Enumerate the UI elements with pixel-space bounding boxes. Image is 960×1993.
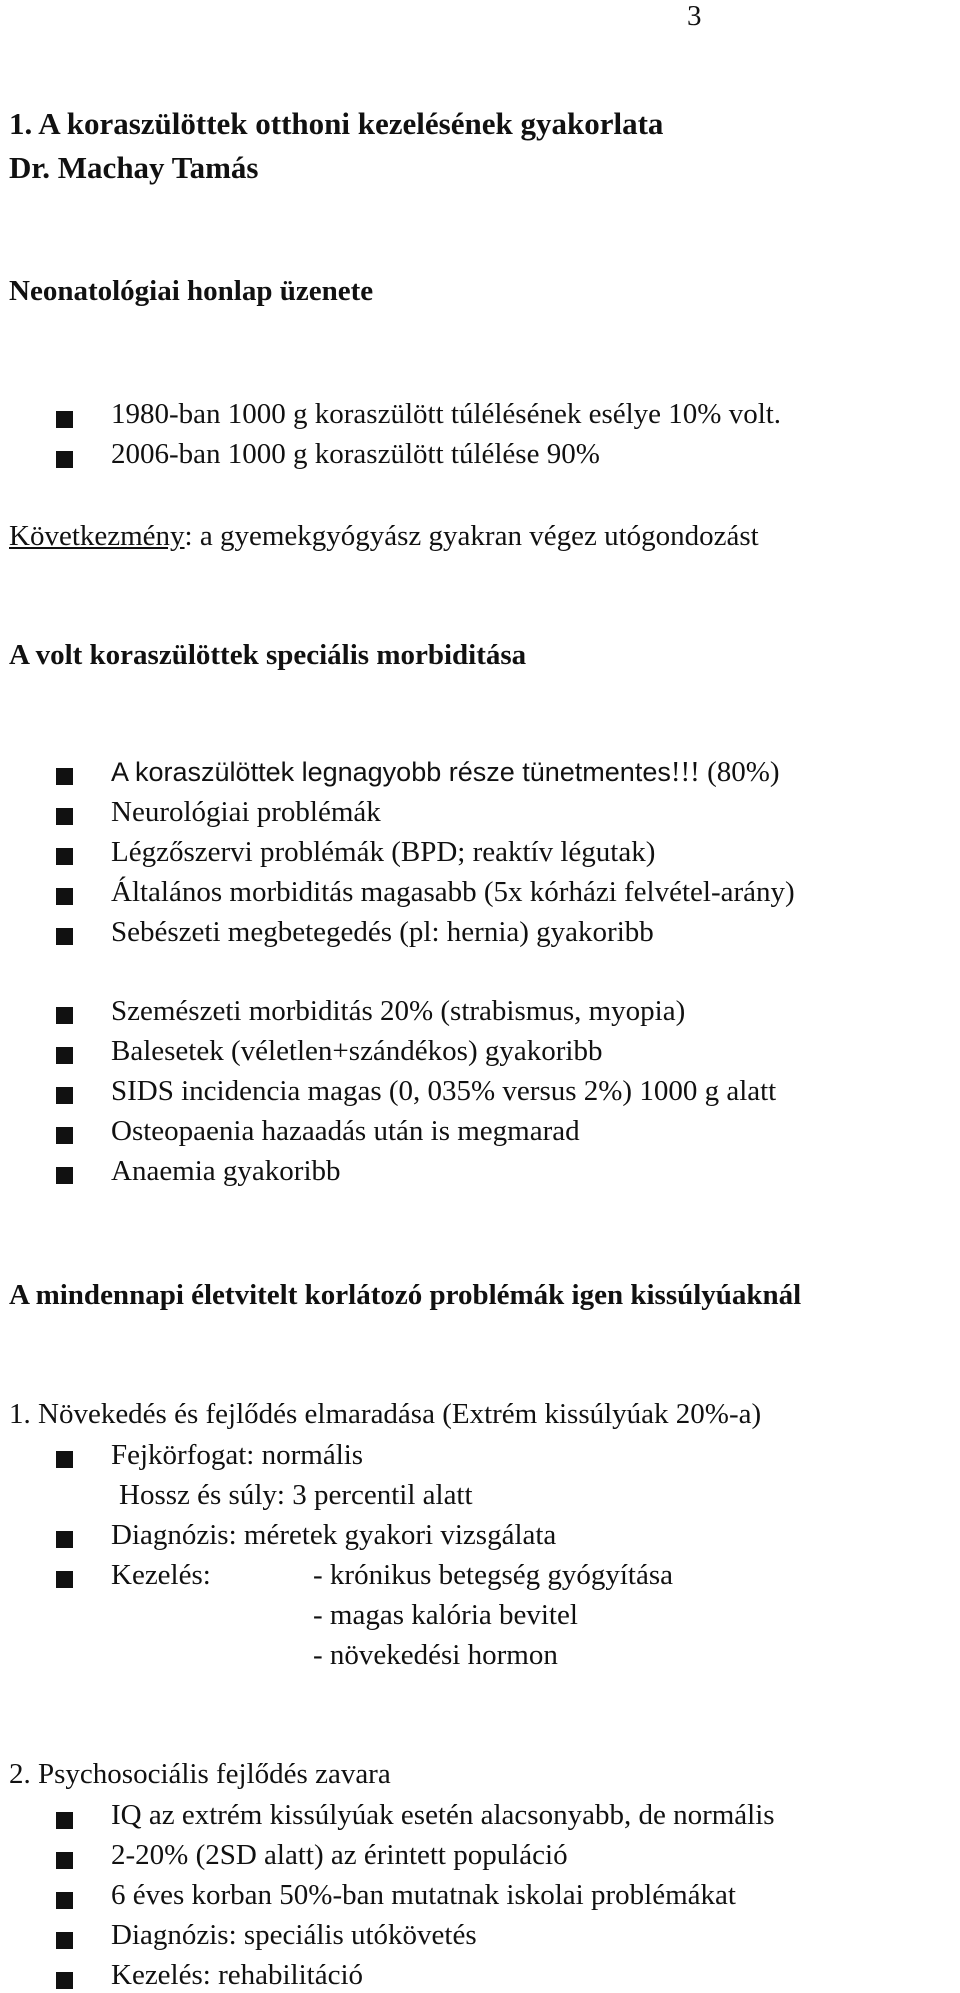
bullet-icon (56, 451, 73, 468)
treatment-line: - krónikus betegség gyógyítása (313, 1559, 674, 1591)
bullet-icon (56, 1892, 73, 1909)
bullet-icon (56, 1047, 73, 1064)
author: Dr. Machay Tamás (9, 150, 259, 185)
list-item (111, 756, 780, 789)
bullet-icon (56, 768, 73, 785)
list-item: Diagnózis: speciális utókövetés (111, 1919, 477, 1951)
bullet-icon (56, 1531, 73, 1548)
list-item: Neurológiai problémák (111, 796, 381, 828)
bullet-icon (56, 1852, 73, 1869)
list-item: Kezelés: rehabilitáció (111, 1959, 364, 1991)
list-item-tail: !!! (80%) (670, 756, 780, 788)
list-item: 2006-ban 1000 g koraszülött túlélése 90% (111, 438, 600, 470)
bullet-icon (56, 1812, 73, 1829)
page-number: 3 (687, 0, 702, 32)
bullet-icon (56, 1007, 73, 1024)
section-heading-growth: 1. Növekedés és fejlődés elmaradása (Extrém kissúlyúak 20%-a) (9, 1398, 762, 1430)
list-item: Anaemia gyakoribb (111, 1155, 341, 1187)
list-item: SIDS incidencia magas (0, 035% versus 2%) 1000 g alatt (111, 1075, 777, 1107)
bullet-icon (56, 1571, 73, 1588)
section-heading-neonatology: Neonatológiai honlap üzenete (9, 275, 374, 307)
list-item-sub: Hossz és súly: 3 percentil alatt (119, 1479, 473, 1511)
bullet-icon (56, 1087, 73, 1104)
list-item: Sebészeti megbetegedés (pl: hernia) gyakoribb (111, 916, 654, 948)
list-item: 6 éves korban 50%-ban mutatnak iskolai problémákat (111, 1879, 736, 1911)
bullet-icon (56, 1972, 73, 1989)
consequence-label: Következmény (9, 520, 185, 552)
list-item: Általános morbiditás magasabb (5x kórházi felvétel-arány) (111, 876, 795, 908)
list-item: Fejkörfogat: normális (111, 1439, 364, 1471)
bullet-icon (56, 928, 73, 945)
bullet-icon (56, 1167, 73, 1184)
list-item-sans-text: A koraszülöttek legnagyobb része tünetmentes (111, 757, 671, 787)
list-item: Osteopaenia hazaadás után is megmarad (111, 1115, 580, 1147)
treatment-line: - növekedési hormon (313, 1639, 558, 1671)
list-item: Szemészeti morbiditás 20% (strabismus, myopia) (111, 995, 686, 1027)
section-heading-daily-life: A mindennapi életvitelt korlátozó problémák igen kissúlyúaknál (9, 1279, 802, 1311)
bullet-icon (56, 1932, 73, 1949)
consequence-text: : a gyemekgyógyász gyakran végez utógondozást (184, 520, 759, 552)
list-item: 2-20% (2SD alatt) az érintett populáció (111, 1839, 568, 1871)
list-item: Balesetek (véletlen+szándékos) gyakoribb (111, 1035, 603, 1067)
section-heading-morbidity: A volt koraszülöttek speciális morbiditása (9, 639, 527, 671)
bullet-icon (56, 808, 73, 825)
list-item: IQ az extrém kissúlyúak esetén alacsonyabb, de normális (111, 1799, 775, 1831)
section-heading-psychosocial: 2. Psychosociális fejlődés zavara (9, 1758, 391, 1790)
treatment-label: Kezelés: (111, 1559, 211, 1591)
bullet-icon (56, 411, 73, 428)
consequence-line (9, 520, 759, 553)
list-item: Diagnózis: méretek gyakori vizsgálata (111, 1519, 557, 1551)
page-title: 1. A koraszülöttek otthoni kezelésének gyakorlata (9, 106, 664, 141)
bullet-icon (56, 1451, 73, 1468)
bullet-icon (56, 848, 73, 865)
bullet-icon (56, 888, 73, 905)
treatment-line: - magas kalória bevitel (313, 1599, 578, 1631)
list-item: Légzőszervi problémák (BPD; reaktív légutak) (111, 836, 656, 868)
list-item: 1980-ban 1000 g koraszülött túlélésének esélye 10% volt. (111, 398, 782, 430)
bullet-icon (56, 1127, 73, 1144)
